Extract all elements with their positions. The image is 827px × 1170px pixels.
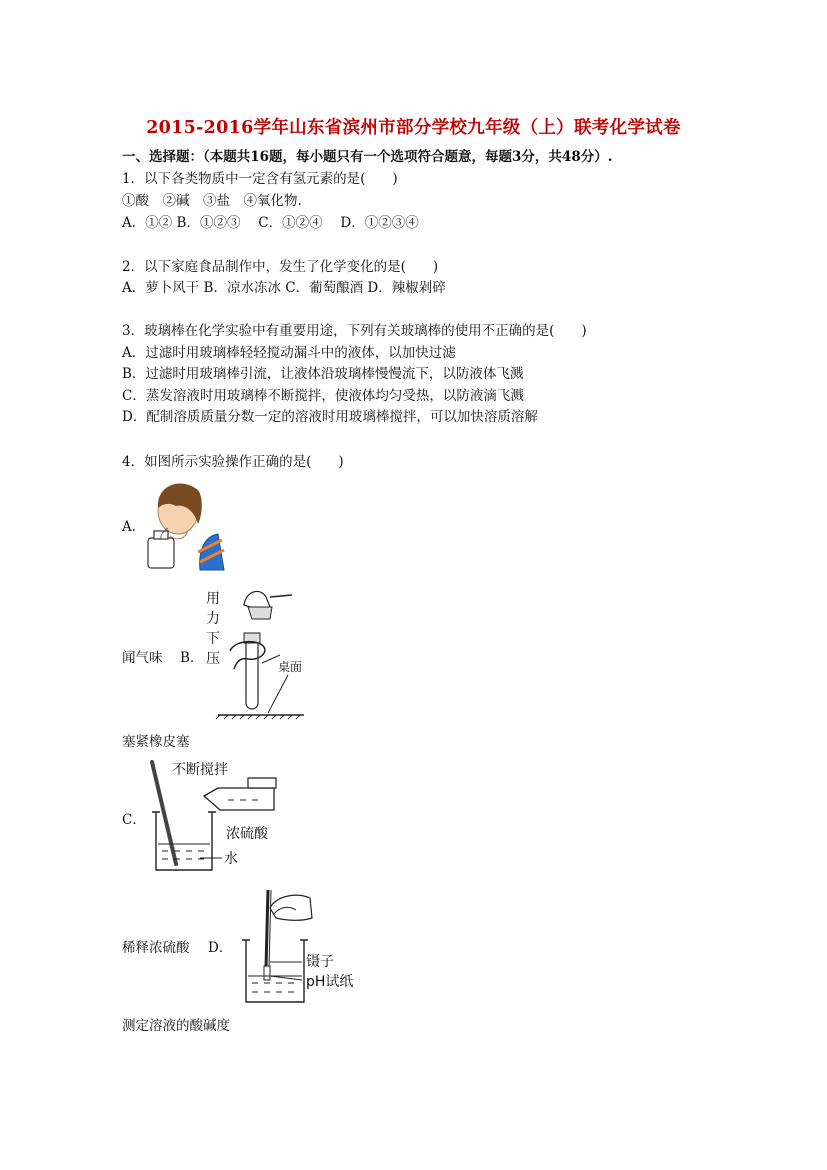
- rubber-stopper-figure: [200, 585, 310, 720]
- q2-stem: 2．以下家庭食品制作中，发生了化学变化的是( ): [122, 259, 439, 275]
- b-text-4: 压: [206, 651, 220, 667]
- q4-option-a-label: A．: [122, 519, 146, 535]
- c-water-label: 水: [224, 851, 238, 867]
- q2-options: A．萝卜风干 B．凉水冻冰 C．葡萄酿酒 D．辣椒剁碎: [122, 280, 446, 296]
- q3-option-c: C．蒸发溶液时用玻璃棒不断搅拌，使液体均匀受热，以防液滴飞溅: [122, 388, 524, 404]
- smelling-gas-figure: [140, 478, 230, 573]
- b-text-3: 下: [206, 631, 220, 647]
- q1-stem: 1．以下各类物质中一定含有氢元素的是( ): [122, 171, 398, 187]
- q3-stem: 3．玻璃棒在化学实验中有重要用途，下列有关玻璃棒的使用不正确的是( ): [122, 323, 587, 339]
- q4-option-a-caption: 闻气味: [122, 650, 163, 666]
- q4-stem: 4．如图所示实验操作正确的是( ): [122, 454, 344, 470]
- q4-option-c-caption: 稀释浓硫酸: [122, 940, 190, 956]
- q1-options: A．①② B．①②③ C．①②④ D．①②③④: [122, 215, 419, 231]
- q4-option-d-label: D．: [208, 940, 233, 956]
- page-title: 2015-2016学年山东省滨州市部分学校九年级（上）联考化学试卷: [146, 118, 681, 138]
- q3-option-d: D．配制溶质质量分数一定的溶液时用玻璃棒搅拌，可以加快溶质溶解: [122, 409, 538, 425]
- b-text-1: 用: [206, 591, 220, 607]
- section-heading: 一、选择题：（本题共16题，每小题只有一个选项符合题意，每题3分，共48分）.: [122, 149, 613, 165]
- q1-items: ①酸 ②碱 ③盐 ④氧化物.: [122, 193, 302, 209]
- c-stir-label: 不断搅拌: [172, 762, 228, 778]
- q4-option-b-caption: 塞紧橡皮塞: [122, 734, 190, 750]
- ph-test-figure: [240, 888, 370, 1008]
- b-text-2: 力: [206, 611, 220, 627]
- d-tweezers-label: 镊子: [306, 954, 334, 970]
- b-desk-label: 桌面: [278, 660, 303, 674]
- d-paper-label: pH试纸: [306, 974, 354, 990]
- q4-option-c-label: C．: [122, 812, 146, 828]
- q3-option-b: B．过滤时用玻璃棒引流，让液体沿玻璃棒慢慢流下，以防液体飞溅: [122, 366, 524, 382]
- q4-option-b-label: B．: [180, 650, 204, 666]
- q4-option-d-caption: 测定溶液的酸碱度: [122, 1018, 230, 1034]
- dilute-acid-figure: [148, 758, 298, 876]
- c-acid-label: 浓硫酸: [226, 826, 268, 842]
- q3-option-a: A．过滤时用玻璃棒轻轻搅动漏斗中的液体，以加快过滤: [122, 345, 456, 361]
